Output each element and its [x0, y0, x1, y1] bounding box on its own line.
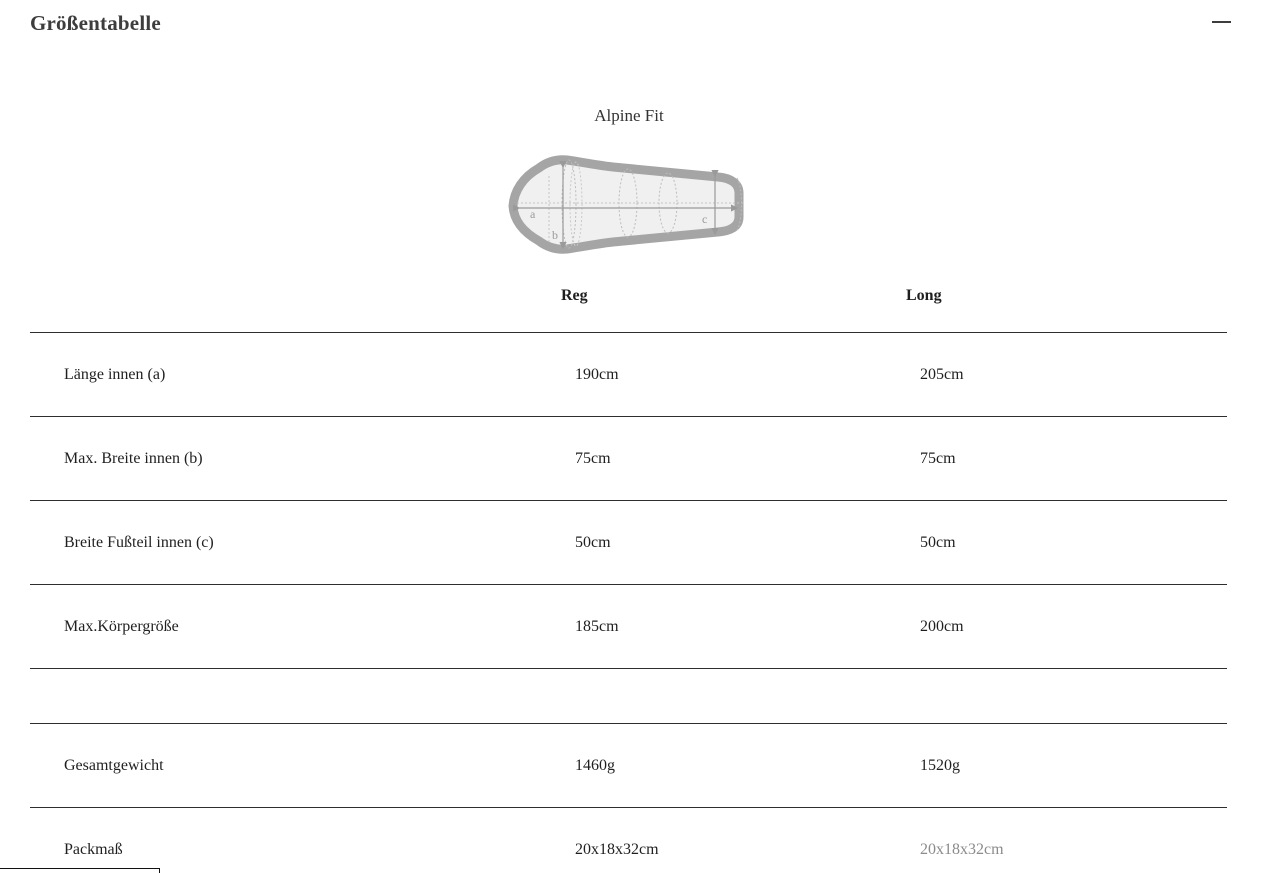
table-row	[30, 501, 1227, 585]
row-value-reg: 75cm	[575, 449, 611, 467]
row-value-long: 200cm	[920, 617, 964, 635]
table-row	[30, 585, 1227, 669]
bag-outline	[513, 160, 739, 249]
row-value-reg: 190cm	[575, 365, 619, 383]
row-value-reg: 1460g	[575, 756, 615, 774]
row-label: Max. Breite innen (b)	[64, 449, 203, 467]
size-table-header-row	[30, 260, 1227, 333]
label-b: b	[552, 228, 558, 242]
label-a: a	[530, 207, 536, 221]
row-label: Breite Fußteil innen (c)	[64, 533, 214, 551]
row-value-reg: 50cm	[575, 533, 611, 551]
page-title: Größentabelle	[30, 11, 161, 35]
row-value-reg: 185cm	[575, 617, 619, 635]
size-table	[30, 260, 1227, 873]
row-value-long: 50cm	[920, 533, 956, 551]
table-row	[30, 333, 1227, 417]
label-c: c	[702, 212, 708, 226]
row-value-long: 20x18x32cm	[920, 840, 1004, 858]
sleeping-bag-measurement-illustration	[505, 150, 753, 262]
sleeping-bag-diagram	[505, 150, 753, 262]
table-row	[30, 669, 1227, 724]
minus-icon	[1212, 21, 1231, 23]
size-table-body	[30, 333, 1227, 873]
header-long: Long	[906, 287, 942, 304]
row-label: Länge innen (a)	[64, 365, 166, 383]
row-label: Max.Körpergröße	[64, 617, 179, 635]
browser-status-bar-fragment	[0, 868, 160, 873]
row-label: Packmaß	[64, 840, 123, 858]
table-row	[30, 808, 1227, 873]
header-reg: Reg	[561, 287, 588, 304]
row-value-reg: 20x18x32cm	[575, 840, 659, 858]
fit-variant-label: Alpine Fit	[594, 106, 664, 125]
collapse-section-button[interactable]	[1203, 12, 1239, 32]
row-label: Gesamtgewicht	[64, 756, 164, 774]
row-value-long: 205cm	[920, 365, 964, 383]
row-value-long: 1520g	[920, 756, 960, 774]
table-row	[30, 417, 1227, 501]
table-row	[30, 724, 1227, 808]
row-value-long: 75cm	[920, 449, 956, 467]
